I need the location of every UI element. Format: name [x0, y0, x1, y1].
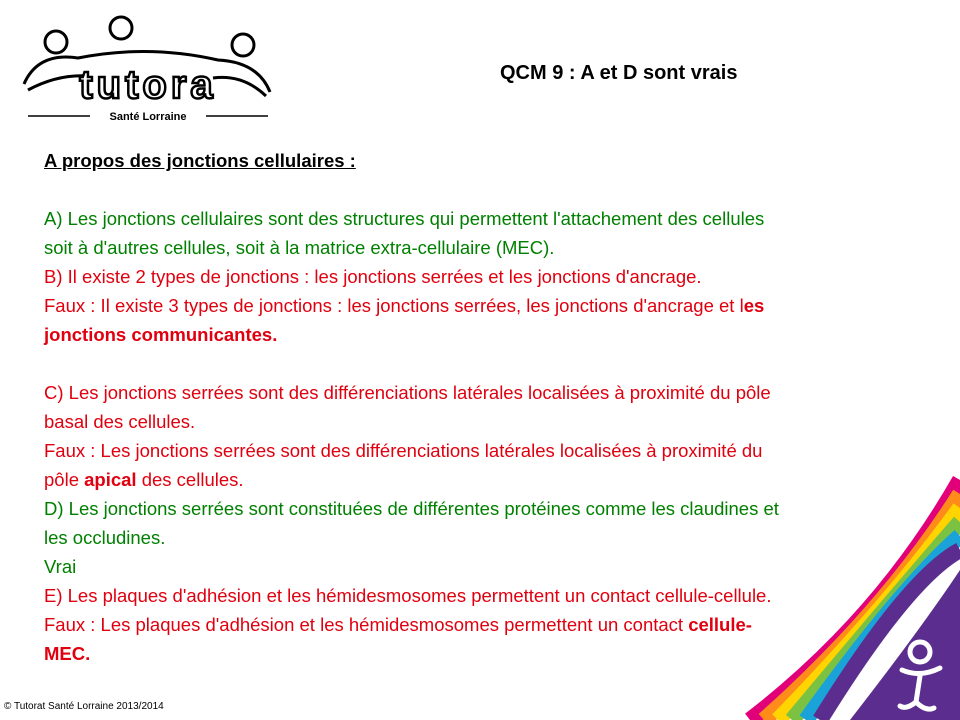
line-text: soit à d'autres cellules, soit à la matrice extra-cellulaire (MEC).: [44, 237, 555, 258]
answer-line: [44, 407, 924, 436]
tutorat-logo: [18, 12, 278, 127]
logo-head-left: [45, 31, 67, 53]
spacer: [44, 349, 924, 378]
line-text: C) Les jonctions serrées sont des différenciations latérales localisées à proximité du pôle: [44, 382, 771, 403]
line-text: les occludines.: [44, 527, 166, 548]
emphasized-text: MEC.: [44, 643, 91, 664]
line-text: Vrai: [44, 556, 77, 577]
answer-line: [44, 436, 924, 465]
logo-subtitle: Santé Lorraine: [109, 111, 187, 123]
emphasized-text: cellule-: [688, 614, 752, 635]
line-text: Faux : Les jonctions serrées sont des différenciations latérales localisées à proximité du: [44, 440, 763, 461]
line-text: D) Les jonctions serrées sont constituées de différentes protéines comme les claudines et: [44, 498, 779, 519]
rainbow-corner-decoration: [730, 470, 960, 720]
logo-wordmark: tutora: [79, 63, 217, 107]
emphasized-text: apical: [84, 469, 137, 490]
answer-line: [44, 262, 924, 291]
copyright-notice: © Tutorat Santé Lorraine 2013/2014: [4, 701, 164, 712]
answer-line: [44, 233, 924, 262]
spacer: [44, 175, 924, 204]
line-text: Faux : Il existe 3 types de jonctions : les jonctions serrées, les jonctions d'ancrage et l: [44, 295, 744, 316]
line-text: A) Les jonctions cellulaires sont des structures qui permettent l'attachement des cellules: [44, 208, 765, 229]
line-text: basal des cellules.: [44, 411, 196, 432]
line-text: des cellules.: [136, 469, 244, 490]
answer-line: [44, 320, 924, 349]
page-title: QCM 9 : A et D sont vrais: [500, 62, 738, 84]
line-text: B) Il existe 2 types de jonctions : les jonctions serrées et les jonctions d'ancrage.: [44, 266, 702, 287]
line-text: E) Les plaques d'adhésion et les hémidesmosomes permettent un contact cellule-cellule.: [44, 585, 772, 606]
emphasized-text: jonctions communicantes.: [44, 324, 278, 345]
emphasized-text: es: [743, 295, 765, 316]
answer-line: [44, 291, 924, 320]
answer-line: [44, 204, 924, 233]
logo-head-center: [110, 17, 132, 39]
logo-head-right: [232, 34, 254, 56]
answer-line: [44, 378, 924, 407]
line-text: Faux : Les plaques d'adhésion et les hémidesmosomes permettent un contact: [44, 614, 689, 635]
section-heading: A propos des jonctions cellulaires :: [44, 150, 356, 171]
line-text: pôle: [44, 469, 85, 490]
